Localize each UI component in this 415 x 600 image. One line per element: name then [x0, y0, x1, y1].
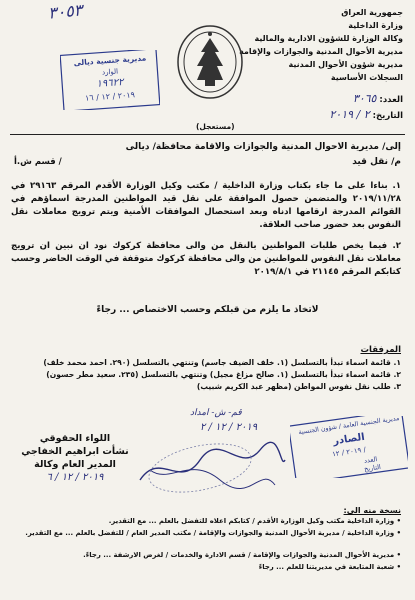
- letterhead: [239, 6, 403, 84]
- stamp-line: ٢٠١٩ / ١٢ / ١٦: [84, 90, 136, 103]
- number-value: ٣٠٦٥: [352, 92, 377, 105]
- subject-line: م/ نقل قيد: [352, 157, 401, 167]
- copy-item: • مديرية الأحوال المدنية والجوازات والإقامة / قسم الادارة والخدمات / لغرض الارشفة ... رجاءً.: [83, 551, 401, 559]
- dept-line: / قسم ش.أ: [14, 157, 62, 167]
- letterhead-line: جمهورية العراق: [341, 8, 403, 17]
- signer-rank: اللواء الحقوقي: [39, 433, 111, 444]
- handwritten-note: قم- ش- امداد: [190, 408, 242, 418]
- number-label: العدد:: [379, 95, 403, 105]
- attachment-item: ٣. طلب نقل نفوس المواطن (مظهر عبد الكريم شبيب): [196, 382, 401, 391]
- copy-item: • وزارة الداخلية مكتب وكيل الوزارة الأقدم / كتابكم اعلاه للتفضل بالعلم ... مع التقدير.: [108, 517, 401, 525]
- letterhead-line: مديرية الأحوال المدنية والجوازات والإقامة: [239, 47, 403, 56]
- copy-item: • وزارة الداخلية / مديرية الأحوال المدنية والجوازات والإقامة / مكتب المدير العام / للتفضل بالعلم ... مع التقدير.: [25, 529, 401, 537]
- date-label: التاريخ:: [372, 111, 403, 121]
- copy-item: • شعبة المتابعة في مديريتنا للعلم ... رجاءً: [258, 563, 401, 571]
- emblem-icon: [175, 22, 245, 102]
- attachment-item: ٢. قائمة اسماء تبدأ بالتسلسل (١. صالح مزاغ مجيل) وتنتهي بالتسلسل (٢٣٥. سعيد مطر حسون): [46, 370, 401, 379]
- stamp-line: الوارد: [101, 67, 119, 77]
- outgoing-stamp: [290, 416, 408, 478]
- handwritten-date: ٢٠١٩ / ١٢ / ٢: [200, 422, 258, 433]
- attachment-item: ١. قائمة اسماء تبدأ بالتسلسل (١. خلف الضيف جاسم) وتنتهي بالتسلسل (٢٩٠. احمد محمد خلف): [43, 358, 401, 367]
- stamp-handwritten-number: ٣٠٥٣: [47, 0, 84, 23]
- stamp-line: الصادر: [332, 431, 366, 448]
- doc-number: [253, 92, 403, 105]
- urgent-label: (مستعجل): [196, 122, 235, 131]
- letterhead-line: مديرية شؤون الأحوال المدنية: [288, 60, 403, 69]
- doc-date: [253, 108, 403, 121]
- incoming-stamp-box: [0, 50, 160, 114]
- attachments-title: المرفقات: [360, 345, 401, 355]
- addressee-line: إلى/ مديرية الاحوال المدنية والجوازات والاقامة محافظة/ ديالى: [125, 142, 401, 152]
- paragraph-1: ١. بناءا على ما جاء بكتاب وزارة الداخلية / مكتب وكيل الوزارة الأقدم المرقم ٢٩١٦٣ في ٢٠١٩/١١/٢٨ والمتضمن حصول الموافقة على نقل قيد المواطنين المدرجة اسماؤهم في القوائم المدرجة ارقامها ادناه وبعد استحصال الموافقات الأمنية ويتم ترويج معاملات نقل النفوس بعد حضور صاحب العلاقة.: [11, 181, 401, 230]
- letterhead-line: وكالة الوزارة للشؤون الادارية والمالية: [254, 34, 403, 43]
- incoming-stamp: [8, 0, 170, 50]
- paragraph-2: ٢. فيما يخص طلبات المواطنين بالنقل من والى محافظة كركوك نود ان نبين ان ترويج معاملات نقل النفوس للمواطنين من والى محافظة كركوك متوقفة في الوقت الحاضر وحسب كتابكم المرقم ٢١١٤٥ في ٢٠١٩/٨/١: [11, 241, 401, 277]
- signature-date: ٢٠١٩ / ١٢ / ٦: [46, 472, 104, 483]
- stamp-line: ٢٠١٩ / ١٢ /: [331, 445, 367, 459]
- stamp-line: مديرية جنسية ديالى: [73, 53, 147, 68]
- signature-icon: [130, 430, 290, 500]
- stamp-line: ١٩٦٢٢: [96, 77, 124, 90]
- date-value: ٢ / ٢٠١٩: [329, 108, 370, 121]
- header-divider: [10, 134, 405, 135]
- signer-title: المدير العام وكالة: [34, 459, 116, 470]
- ministry-emblem: [175, 22, 245, 102]
- closing-line: لاتخاذ ما يلزم من قبلكم وحسب الاختصاص ... رجاءً: [96, 305, 319, 315]
- signature-block: [10, 432, 140, 484]
- stamp-line: العدد: [363, 455, 378, 465]
- letterhead-line: وزارة الداخلية: [348, 21, 403, 30]
- signer-name: نشأت ابراهيم الخفاجي: [21, 446, 129, 457]
- letterhead-line: السجلات الأساسية: [330, 73, 403, 82]
- stamp-line: مديرية الجنسية العامة / شؤون الجنسية: [298, 414, 400, 437]
- stamp-line: التاريخ: [363, 462, 382, 474]
- copies-title: نسخة منه الى:: [343, 506, 401, 515]
